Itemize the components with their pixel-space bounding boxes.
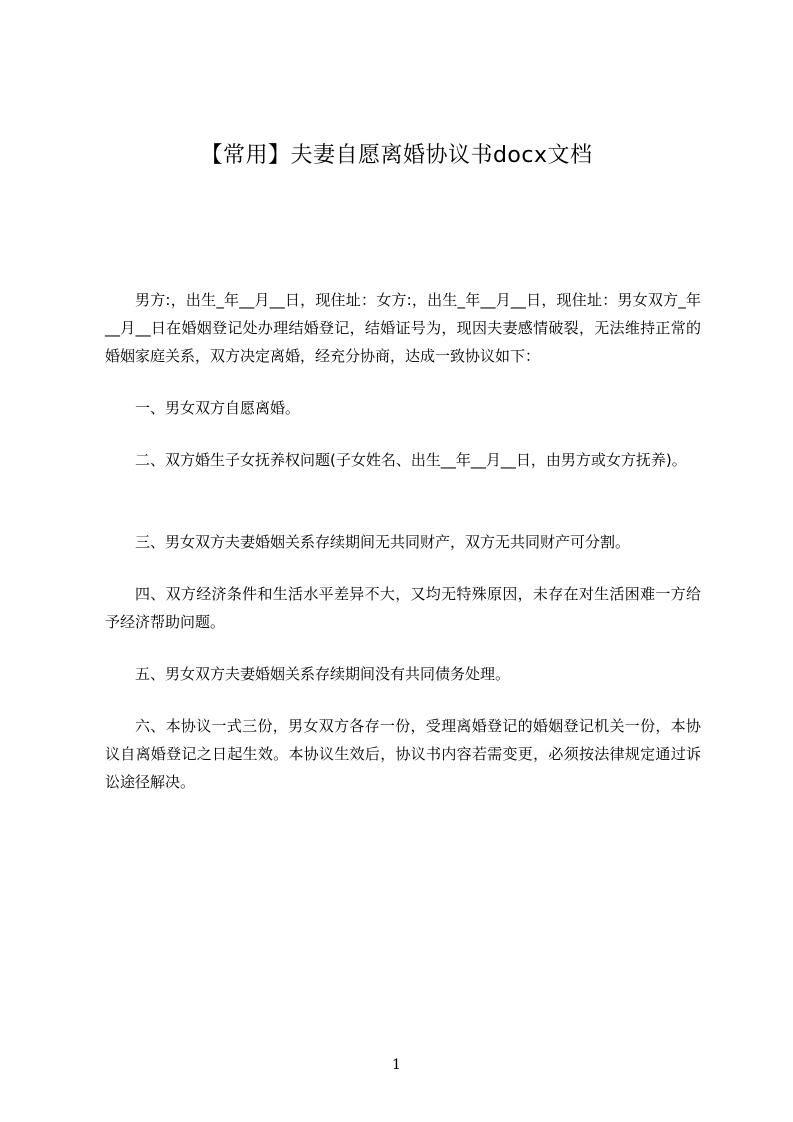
paragraph-text: 一、男女双方自愿离婚。	[135, 399, 301, 417]
clause-5	[105, 660, 701, 688]
clause-2	[105, 446, 701, 474]
paragraph-text: 男方:，出生_年__月__日，现住址：女方:，出生_年__月__日，现住址：男女双方_年__月__日在婚姻登记处办理结婚登记，结婚证号为，现因夫妻感情破裂，无法维持正常的婚姻家庭关系，双方决定离婚，经充分协商，达成一致协议如下：	[105, 291, 701, 365]
intro-paragraph	[105, 286, 701, 370]
clause-4	[105, 580, 701, 636]
paragraph-text: 四、双方经济条件和生活水平差异不大，又均无特殊原因，未存在对生活困难一方给予经济帮助问题。	[105, 585, 701, 631]
document-title: 【常用】夫妻自愿离婚协议书docx文档	[200, 143, 593, 168]
paragraph-text: 五、男女双方夫妻婚姻关系存续期间没有共同债务处理。	[135, 665, 511, 683]
paragraph-text: 二、双方婚生子女抚养权问题(子女姓名、出生__年__月__日，由男方或女方抚养)。	[135, 451, 687, 469]
paragraph-text: 三、男女双方夫妻婚姻关系存续期间无共同财产，双方无共同财产可分割。	[135, 533, 631, 551]
page-number: 1	[392, 1057, 401, 1073]
paragraph-text: 六、本协议一式三份，男女双方各存一份，受理离婚登记的婚姻登记机关一份，本协议自离婚登记之日起生效。本协议生效后，协议书内容若需变更，必须按法律规定通过诉讼途径解决。	[105, 717, 701, 791]
clause-1	[105, 394, 701, 422]
clause-6	[105, 712, 701, 796]
clause-3	[105, 528, 701, 556]
